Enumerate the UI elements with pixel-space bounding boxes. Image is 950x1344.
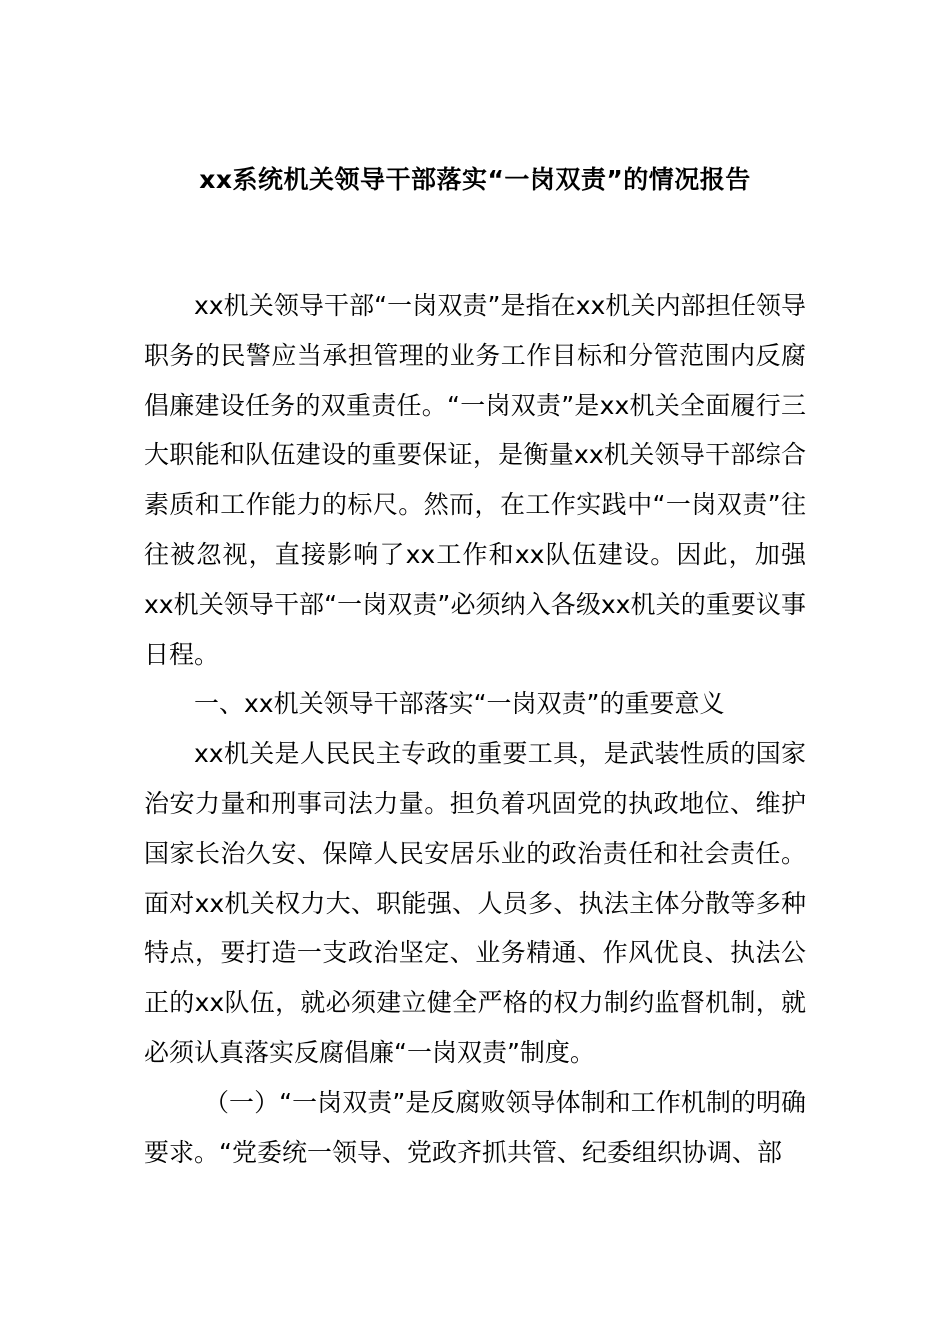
section-heading-1: 一、xx机关领导干部落实“一岗双责”的重要意义 <box>194 689 725 719</box>
paragraph-subsection-1: （一）“一岗双责”是反腐败领导体制和工作机制的明确要求。“党委统一领导、党政齐抓共管、纪委组织协调、部 <box>144 1087 806 1167</box>
paragraph-intro: xx机关领导干部“一岗双责”是指在xx机关内部担任领导职务的民警应当承担管理的业务工作目标和分管范围内反腐倡廉建设任务的双重责任。“一岗双责”是xx机关全面履行三大职能和队伍建设的重要保证，是衡量xx机关领导干部综合素质和工作能力的标尺。然而，在工作实践中“一岗双责”往往被忽视，直接影响了xx工作和xx队伍建设。因此，加强xx机关领导干部“一岗双责”必须纳入各级xx机关的重要议事日程。 <box>144 291 806 669</box>
document-body <box>144 281 806 1177</box>
paragraph-significance: xx机关是人民民主专政的重要工具，是武装性质的国家治安力量和刑事司法力量。担负着巩固党的执政地位、维护国家长治久安、保障人民安居乐业的政治责任和社会责任。面对xx机关权力大、职能强、人员多、执法主体分散等多种特点，要打造一支政治坚定、业务精通、作风优良、执法公正的xx队伍，就必须建立健全严格的权力制约监督机制，就必须认真落实反腐倡廉“一岗双责”制度。 <box>144 739 806 1067</box>
document-title: xx系统机关领导干部落实“一岗双责”的情况报告 <box>199 165 751 194</box>
